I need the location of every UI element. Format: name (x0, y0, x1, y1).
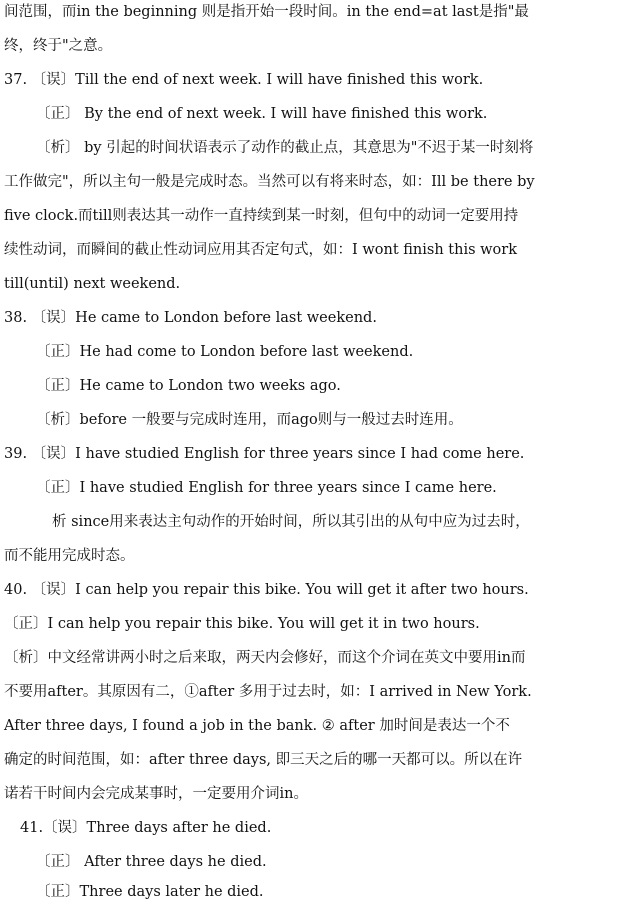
item-37-analysis: 〔析〕 by 引起的时间状语表示了动作的截止点，其意思为"不迟于某一时刻将 (36, 140, 534, 156)
item-38-analysis: 〔析〕before 一般要与完成时连用，而ago则与一般过去时连用。 (36, 412, 463, 428)
text-line: till(until) next weekend. (4, 276, 181, 292)
item-41-correct: 〔正〕Three days later he died. (36, 884, 264, 900)
item-40-analysis: 〔析〕中文经常讲两小时之后来取，两天内会修好，而这个介词在英文中要用in而 (4, 650, 526, 666)
text-line: 诺若干时间内会完成某事时，一定要用介词in。 (4, 786, 308, 802)
item-40-wrong: 40. 〔误〕I can help you repair this bike. You will get it after two hours. (4, 582, 529, 598)
text-line: 确定的时间范围，如：after three days, 即三天之后的哪一天都可以。所以在许 (4, 752, 523, 768)
text-line: 而不能用完成时态。 (4, 548, 135, 564)
item-39-correct: 〔正〕I have studied English for three years since I came here. (36, 480, 497, 496)
text-line: After three days, I found a job in the bank. ② after 加时间是表达一个不 (4, 718, 510, 734)
item-40-correct: 〔正〕I can help you repair this bike. You will get it in two hours. (4, 616, 480, 632)
item-38-correct: 〔正〕He had come to London before last weekend. (36, 344, 414, 360)
item-39-wrong: 39. 〔误〕I have studied English for three years since I had come here. (4, 446, 525, 462)
text-line: 不要用after。其原因有二，①after 多用于过去时，如：I arrived in New York. (4, 684, 532, 700)
item-41-wrong: 41.〔误〕Three days after he died. (20, 820, 272, 836)
item-38-correct: 〔正〕He came to London two weeks ago. (36, 378, 341, 394)
text-line: 工作做完"，所以主句一般是完成时态。当然可以有将来时态，如：Ill be there by (4, 174, 535, 190)
text-line: 续性动词，而瞬间的截止性动词应用其否定句式，如：I wont finish this work (4, 242, 517, 258)
item-41-correct: 〔正〕 After three days he died. (36, 854, 267, 870)
text-line: five clock.而till则表达其一动作一直持续到某一时刻，但句中的动词一定要用持 (4, 208, 519, 224)
text-line: 终，终于"之意。 (4, 38, 113, 54)
item-39-analysis: 析 since用来表达主句动作的开始时间，所以其引出的从句中应为过去时， (52, 514, 530, 530)
text-line: 间范围，而in the beginning 则是指开始一段时间。in the end=at last是指"最 (4, 4, 529, 20)
item-37-correct: 〔正〕 By the end of next week. I will have finished this work. (36, 106, 488, 122)
item-38-wrong: 38. 〔误〕He came to London before last weekend. (4, 310, 377, 326)
item-37-wrong: 37. 〔误〕Till the end of next week. I will have finished this work. (4, 72, 484, 88)
